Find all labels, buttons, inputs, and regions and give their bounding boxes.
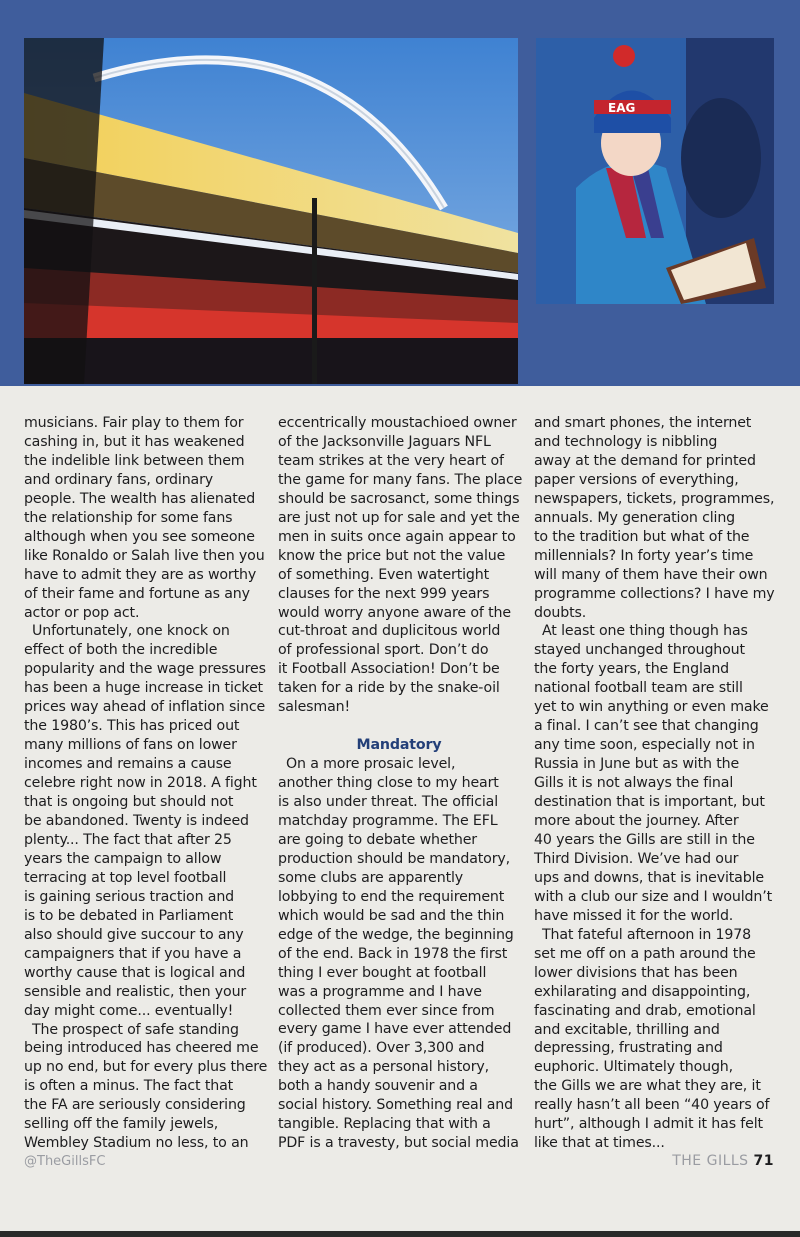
article-line: millennials? In forty year’s time <box>534 547 754 564</box>
article-line: both a handy souvenir and a <box>278 1078 478 1095</box>
article-line: Gills it is not always the final <box>534 775 734 792</box>
article-line: the indelible link between them <box>24 452 245 469</box>
twitter-handle: @TheGillsFC <box>24 1154 106 1169</box>
article-line: lobbying to end the requirement <box>278 888 505 905</box>
article-line: team strikes at the very heart of <box>278 452 504 469</box>
article-line: prices way ahead of inflation since <box>24 699 266 716</box>
article-line: eccentrically moustachioed owner <box>278 415 517 431</box>
article-line: popularity and the wage pressures <box>24 661 266 678</box>
article-line: Russia in June but as with the <box>534 756 740 773</box>
article-line: That fateful afternoon in 1978 <box>542 926 752 943</box>
article-line: being introduced has cheered me <box>24 1040 259 1057</box>
article-line: matchday programme. The EFL <box>278 813 498 829</box>
article-line: yet to win anything or even make <box>534 699 769 716</box>
article-line: to the tradition but what of the <box>534 528 750 545</box>
article-line: also should give succour to any <box>24 926 244 943</box>
section-subheading: Mandatory <box>356 737 442 754</box>
article-line: musicians. Fair play to them for <box>24 415 244 431</box>
article-line: of professional sport. Don’t do <box>278 642 489 659</box>
article-line: and ordinary fans, ordinary <box>24 471 214 488</box>
article-line: fascinating and drab, emotional <box>534 1002 756 1019</box>
article-line: of the Jacksonville Jaguars NFL <box>278 433 491 450</box>
stadium-photo <box>24 38 518 384</box>
article-line: social history. Something real and <box>278 1097 513 1114</box>
article-line: euphoric. Ultimately though, <box>534 1059 734 1076</box>
article-line: The prospect of safe standing <box>32 1021 239 1038</box>
article-line: really hasn’t all been “40 years of <box>534 1097 770 1114</box>
article-line: they act as a personal history, <box>278 1059 489 1076</box>
article-line: taken for a ride by the snake-oil <box>278 680 500 697</box>
article-line: doubts. <box>534 604 587 621</box>
article-line: effect of both the incredible <box>24 642 218 659</box>
article-line: has been a huge increase in ticket <box>24 680 263 697</box>
article-line: thing I ever bought at football <box>278 964 487 981</box>
article-line: stayed unchanged throughout <box>534 642 745 659</box>
article-line: worthy cause that is logical and <box>24 964 246 981</box>
article-line: will many of them have their own <box>534 566 768 583</box>
article-line: destination that is important, but <box>534 794 765 811</box>
article-line: sensible and realistic, then your <box>24 983 247 1000</box>
article-line: terracing at top level football <box>24 869 227 886</box>
article-line: men in suits once again appear to <box>278 528 516 545</box>
page-number: 71 <box>753 1153 774 1169</box>
article-line: and excitable, thrilling and <box>534 1021 720 1038</box>
article-line: the 1980’s. This has priced out <box>24 718 240 735</box>
article-line: national football team are still <box>534 680 743 697</box>
article-line: celebre right now in 2018. A fight <box>24 775 257 792</box>
article-line: of the end. Back in 1978 the first <box>278 945 508 962</box>
article-line: depressing, frustrating and <box>534 1040 723 1057</box>
article-line: is gaining serious traction and <box>24 888 235 905</box>
article-line: collected them ever since from <box>278 1002 495 1019</box>
article-line: know the price but not the value <box>278 547 506 564</box>
article-line: exhilarating and disappointing, <box>534 983 751 1000</box>
article-line: away at the demand for printed <box>534 452 756 469</box>
page-footer <box>672 1153 774 1169</box>
article-line: Unfortunately, one knock on <box>32 623 230 640</box>
article-line: are going to debate whether <box>278 831 477 848</box>
article-line: a final. I can’t see that changing <box>534 718 759 735</box>
article-line: actor or pop act. <box>24 604 140 621</box>
article-line: like Ronaldo or Salah live then you <box>24 547 265 564</box>
article-column-3 <box>534 414 776 1153</box>
article-line: paper versions of everything, <box>534 471 739 488</box>
article-line: day might come... eventually! <box>24 1002 234 1019</box>
article-line: 40 years the Gills are still in the <box>534 831 755 848</box>
article-line: cashing in, but it has weakened <box>24 433 245 450</box>
article-line: some clubs are apparently <box>278 869 464 886</box>
article-line: lower divisions that has been <box>534 964 738 981</box>
article-line: would worry anyone aware of the <box>278 604 511 621</box>
article-line: selling off the family jewels, <box>24 1116 219 1133</box>
article-line: which would be sad and the thin <box>278 907 505 924</box>
article-line: the relationship for some fans <box>24 509 233 526</box>
article-line: have missed it for the world. <box>534 907 734 924</box>
article-line: have to admit they are as worthy <box>24 566 257 583</box>
article-line: more about the journey. After <box>534 813 739 830</box>
article-line: the game for many fans. The place <box>278 471 523 488</box>
article-line: is to be debated in Parliament <box>24 907 234 924</box>
article-line: tangible. Replacing that with a <box>278 1116 491 1133</box>
article-line: cut-throat and duplicitous world <box>278 623 501 640</box>
hat-lettering: EAG <box>608 101 636 115</box>
article-line: On a more prosaic level, <box>286 756 456 773</box>
article-line: the FA are seriously considering <box>24 1097 246 1114</box>
article-line: ups and downs, that is inevitable <box>534 869 764 886</box>
article-line: incomes and remains a cause <box>24 756 232 773</box>
article-line: although when you see someone <box>24 528 255 545</box>
article-line: and smart phones, the internet <box>534 415 752 431</box>
article-line: annuals. My generation cling <box>534 509 736 526</box>
article-line: was a programme and I have <box>278 983 482 1000</box>
magazine-name: THE GILLS <box>672 1153 749 1169</box>
article-line: another thing close to my heart <box>278 775 499 792</box>
article-line: programme collections? I have my <box>534 585 775 602</box>
page-edge <box>0 1231 800 1237</box>
article-line: that is ongoing but should not <box>24 794 234 811</box>
article-line: campaigners that if you have a <box>24 945 242 962</box>
article-line: should be sacrosanct, some things <box>278 490 520 507</box>
article-line: set me off on a path around the <box>534 945 756 962</box>
article-line: edge of the wedge, the beginning <box>278 926 514 943</box>
article-line: PDF is a travesty, but social media <box>278 1135 519 1152</box>
young-fan-photo <box>536 38 774 304</box>
article-line: At least one thing though has <box>542 623 748 640</box>
article-line: is often a minus. The fact that <box>24 1078 234 1095</box>
article-line: and technology is nibbling <box>534 433 718 450</box>
article-line: any time soon, especially not in <box>534 737 755 754</box>
article-line: be abandoned. Twenty is indeed <box>24 813 249 830</box>
article-line: newspapers, tickets, programmes, <box>534 490 775 507</box>
article-line: is also under threat. The official <box>278 794 498 811</box>
article-line: Wembley Stadium no less, to an <box>24 1135 249 1152</box>
article-line: many millions of fans on lower <box>24 737 237 754</box>
article-line: (if produced). Over 3,300 and <box>278 1040 485 1057</box>
article-line: are just not up for sale and yet the <box>278 509 520 526</box>
article-line: people. The wealth has alienated <box>24 490 256 507</box>
article-line: salesman! <box>278 699 350 716</box>
article-line: clauses for the next 999 years <box>278 585 490 602</box>
article-line: production should be mandatory, <box>278 850 510 867</box>
article-line: like that at times... <box>534 1135 665 1152</box>
article-line: years the campaign to allow <box>24 850 222 867</box>
article-line: it Football Association! Don’t be <box>278 661 500 678</box>
article-line: of their fame and fortune as any <box>24 585 250 602</box>
article-line: hurt”, although I admit it has felt <box>534 1116 763 1133</box>
article-line: of something. Even watertight <box>278 566 490 583</box>
article-line: with a club our size and I wouldn’t <box>534 888 773 905</box>
article-line: every game I have ever attended <box>278 1021 512 1038</box>
article-line: the Gills we are what they are, it <box>534 1078 761 1095</box>
article-column-2 <box>278 414 523 1153</box>
article-line: Third Division. We’ve had our <box>534 850 739 867</box>
article-column-1 <box>24 414 266 1153</box>
article-line: up no end, but for every plus there <box>24 1059 268 1076</box>
article-line: the forty years, the England <box>534 661 730 678</box>
article-line: plenty... The fact that after 25 <box>24 831 232 848</box>
